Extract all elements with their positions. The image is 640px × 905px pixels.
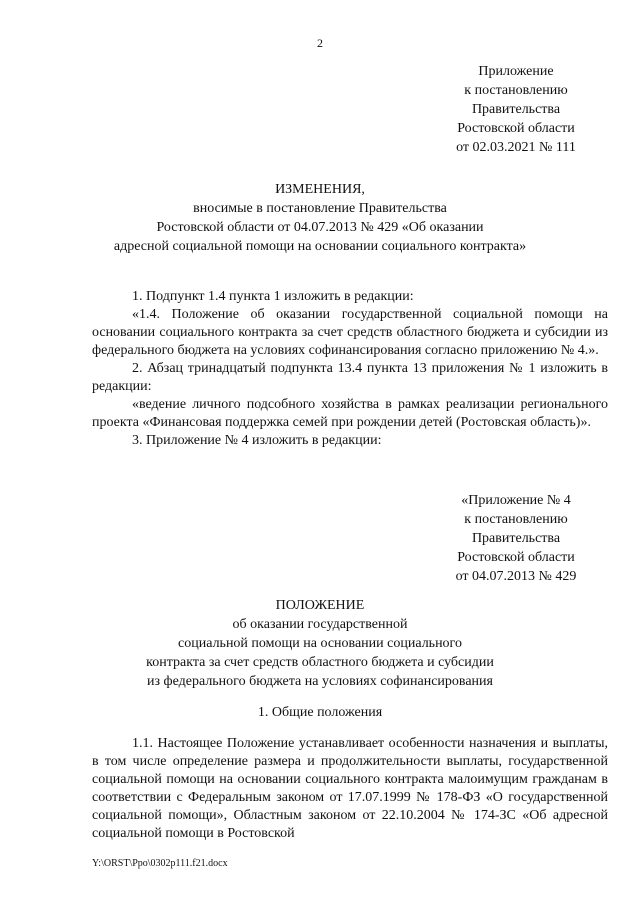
amendment-paragraph: «ведение личного подсобного хозяйства в рамках реализации регионального проекта «Финансовая поддержка семей при рождении детей (Ростовская область)». [92, 397, 608, 430]
appendix-line: от 02.03.2021 № 111 [456, 140, 576, 155]
appendix-line: к постановлению [464, 83, 568, 98]
appendix4-header [412, 491, 620, 586]
appendix4-line: Ростовской области [457, 550, 575, 565]
appendix4-line: к постановлению [464, 512, 568, 527]
section-body [92, 735, 608, 843]
amendment-paragraph: 2. Абзац тринадцатый подпункта 13.4 пункта 13 приложения № 1 изложить в редакции: [92, 361, 608, 394]
changes-subtitle-line: Ростовской области от 04.07.2013 № 429 «Об оказании [156, 220, 484, 235]
regulation-heading: ПОЛОЖЕНИЕ [275, 598, 365, 613]
appendix-line: Ростовской области [457, 121, 575, 136]
changes-heading: ИЗМЕНЕНИЯ, [275, 182, 365, 197]
changes-subtitle-line: вносимые в постановление Правительства [193, 201, 447, 216]
amendments-list [92, 288, 608, 450]
regulation-subtitle-line: об оказании государственной [232, 617, 408, 632]
section-paragraph: 1.1. Настоящее Положение устанавливает особенности назначения и выплаты, в том числе определение размера и продолжительности выплаты, государственной социальной помощи на основании социального контракта малоимущим гражданам в соответствии с Федеральным законом от 17.07.1999 № 178-ФЗ «О государственной социальной помощи», Областным законом от 22.10.2004 № 174-ЗС «Об адресной социальной помощи в Ростовской [92, 736, 608, 841]
footer-file-path: Y:\ORST\Ppo\0302p111.f21.docx [92, 858, 228, 869]
changes-title-block [0, 180, 640, 256]
amendment-paragraph: 1. Подпункт 1.4 пункта 1 изложить в редакции: [132, 289, 414, 304]
regulation-subtitle-line: контракта за счет средств областного бюджета и субсидии [146, 655, 494, 670]
appendix4-line: «Приложение № 4 [461, 493, 571, 508]
regulation-title-block [0, 596, 640, 691]
appendix-header [412, 62, 620, 157]
appendix-line: Приложение [478, 64, 554, 79]
regulation-subtitle-line: социальной помощи на основании социального [178, 636, 462, 651]
amendment-paragraph: «1.4. Положение об оказании государственной социальной помощи на основании социального контракта за счет средств областного бюджета и субсидии из федерального бюджета на условиях софинансирования согласно приложению № 4.». [92, 307, 608, 358]
amendment-paragraph: 3. Приложение № 4 изложить в редакции: [132, 433, 382, 448]
section-title: 1. Общие положения [257, 705, 383, 720]
appendix4-line: от 04.07.2013 № 429 [455, 569, 577, 584]
regulation-subtitle-line: из федерального бюджета на условиях софинансирования [147, 674, 493, 689]
changes-subtitle-line: адресной социальной помощи на основании социального контракта» [113, 239, 527, 254]
appendix-line: Правительства [471, 102, 561, 117]
appendix4-line: Правительства [471, 531, 561, 546]
page-number: 2 [317, 36, 323, 50]
